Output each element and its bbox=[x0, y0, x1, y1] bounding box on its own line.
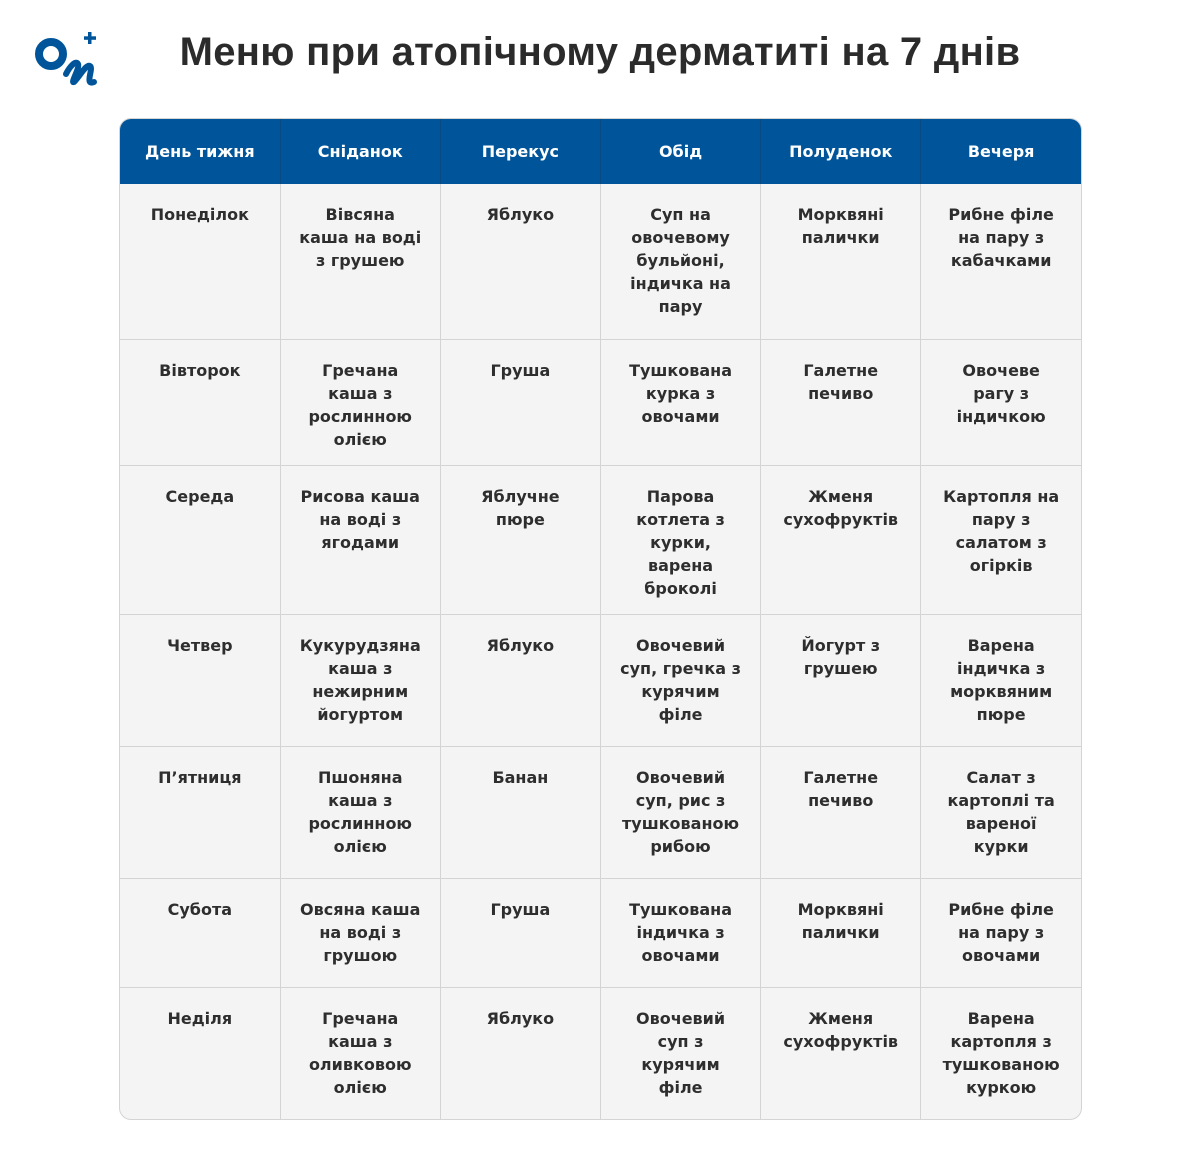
snack-cell: Яблуко bbox=[440, 614, 600, 746]
column-header-breakfast: Сніданок bbox=[280, 119, 440, 184]
afternoon-snack-cell: Галетне печиво bbox=[761, 746, 921, 878]
day-cell: Субота bbox=[120, 878, 280, 987]
breakfast-cell: Рисова каша на воді з ягодами bbox=[280, 465, 440, 614]
table-row bbox=[120, 987, 1081, 1119]
table-row bbox=[120, 184, 1081, 339]
lunch-cell: Тушкована курка з овочами bbox=[600, 339, 760, 465]
breakfast-cell: Овсяна каша на воді з грушою bbox=[280, 878, 440, 987]
afternoon-snack-cell: Галетне печиво bbox=[761, 339, 921, 465]
lunch-cell: Овочевий суп з курячим філе bbox=[600, 987, 760, 1119]
breakfast-cell: Вівсяна каша на воді з грушею bbox=[280, 184, 440, 339]
lunch-cell: Парова котлета з курки, варена броколі bbox=[600, 465, 760, 614]
breakfast-cell: Кукурудзяна каша з нежирним йогуртом bbox=[280, 614, 440, 746]
column-header-dinner: Вечеря bbox=[921, 119, 1081, 184]
lunch-cell: Овочевий суп, рис з тушкованою рибою bbox=[600, 746, 760, 878]
dinner-cell: Варена індичка з морквяним пюре bbox=[921, 614, 1081, 746]
snack-cell: Яблуко bbox=[440, 184, 600, 339]
snack-cell: Груша bbox=[440, 339, 600, 465]
table-row bbox=[120, 339, 1081, 465]
day-cell: Середа bbox=[120, 465, 280, 614]
snack-cell: Яблуко bbox=[440, 987, 600, 1119]
table-row bbox=[120, 614, 1081, 746]
page-title: Меню при атопічному дерматиті на 7 днів bbox=[179, 30, 1021, 74]
breakfast-cell: Пшоняна каша з рослинною олією bbox=[280, 746, 440, 878]
snack-cell: Яблучне пюре bbox=[440, 465, 600, 614]
column-header-lunch: Обід bbox=[600, 119, 760, 184]
afternoon-snack-cell: Морквяні палички bbox=[761, 878, 921, 987]
afternoon-snack-cell: Жменя сухофруктів bbox=[761, 987, 921, 1119]
dinner-cell: Овочеве рагу з індичкою bbox=[921, 339, 1081, 465]
day-cell: Четвер bbox=[120, 614, 280, 746]
dinner-cell: Салат з картоплі та вареної курки bbox=[921, 746, 1081, 878]
table-row bbox=[120, 465, 1081, 614]
day-cell: П’ятниця bbox=[120, 746, 280, 878]
lunch-cell: Суп на овочевому бульйоні, індичка на пару bbox=[600, 184, 760, 339]
day-cell: Понеділок bbox=[120, 184, 280, 339]
table-row bbox=[120, 746, 1081, 878]
breakfast-cell: Гречана каша з рослинною олією bbox=[280, 339, 440, 465]
day-cell: Вівторок bbox=[120, 339, 280, 465]
breakfast-cell: Гречана каша з оливковою олією bbox=[280, 987, 440, 1119]
snack-cell: Банан bbox=[440, 746, 600, 878]
table-row bbox=[120, 878, 1081, 987]
snack-cell: Груша bbox=[440, 878, 600, 987]
dinner-cell: Рибне філе на пару з кабачками bbox=[948, 205, 1054, 270]
afternoon-snack-cell: Йогурт з грушею bbox=[761, 614, 921, 746]
afternoon-snack-cell: Морквяні палички bbox=[761, 184, 921, 339]
dinner-cell: Варена картопля з тушкованою куркою bbox=[921, 987, 1081, 1119]
dinner-cell: Рибне філе на пару з овочами bbox=[921, 878, 1081, 987]
column-header-afternoon-snack: Полуденок bbox=[761, 119, 921, 184]
column-header-snack: Перекус bbox=[440, 119, 600, 184]
day-cell: Неділя bbox=[120, 987, 280, 1119]
dinner-cell: Картопля на пару з салатом з огірків bbox=[921, 465, 1081, 614]
lunch-cell: Овочевий суп, гречка з курячим філе bbox=[600, 614, 760, 746]
column-header-day: День тижня bbox=[120, 119, 280, 184]
menu-table bbox=[119, 118, 1082, 1120]
afternoon-snack-cell: Жменя сухофруктів bbox=[761, 465, 921, 614]
lunch-cell: Тушкована індичка з овочами bbox=[600, 878, 760, 987]
table-header-row bbox=[120, 119, 1081, 184]
